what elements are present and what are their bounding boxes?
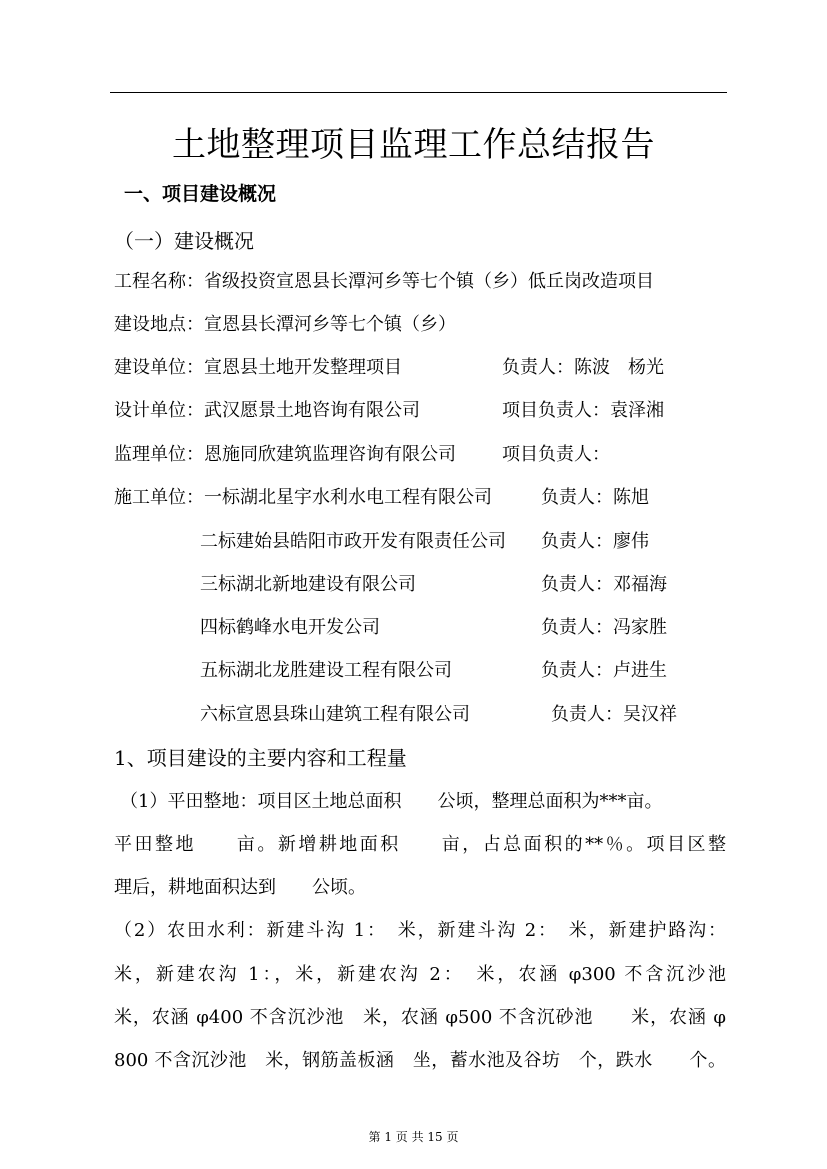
builder-row xyxy=(114,356,726,380)
contractor-resp-label: 负责人： xyxy=(541,617,613,638)
contractor-resp-value: 廖伟 xyxy=(613,531,649,552)
contractor-resp-value: 冯家胜 xyxy=(613,617,667,638)
subsection-heading-construction: （一）建设概况 xyxy=(114,229,254,253)
designer-label: 设计单位： xyxy=(114,400,204,421)
location-label: 建设地点： xyxy=(114,314,204,335)
contractor-resp-value: 邓福海 xyxy=(613,574,667,595)
contractor-resp-label: 负责人： xyxy=(541,574,613,595)
builder-value: 宣恩县土地开发整理项目 xyxy=(204,357,402,378)
paragraph-irrigation-line: 米，农涵 φ400 不含沉沙池 米，农涵 φ500 不含沉砂池 米，农涵 φ xyxy=(114,1007,726,1028)
designer-resp-label: 项目负责人： xyxy=(502,400,610,421)
contractor-name: 二标建始县皓阳市政开发有限责任公司 xyxy=(200,531,506,552)
location-value: 宣恩县长潭河乡等七个镇（乡） xyxy=(204,314,456,335)
project-name-row xyxy=(114,270,654,294)
contractor-row-4 xyxy=(200,616,726,640)
header-rule xyxy=(110,92,727,93)
contractor-responsible xyxy=(541,486,649,510)
contractor-name: 三标湖北新地建设有限公司 xyxy=(200,574,416,595)
contractor-resp-value: 卢进生 xyxy=(613,660,667,681)
contractor-responsible xyxy=(541,530,649,554)
contractor-name: 五标湖北龙胜建设工程有限公司 xyxy=(200,660,452,681)
contractor-resp-value: 陈旭 xyxy=(613,487,649,508)
item-heading-main-content: 1、项目建设的主要内容和工程量 xyxy=(114,746,407,770)
contractor-responsible xyxy=(551,703,677,727)
paragraph-irrigation-line: （2）农田水利：新建斗沟 1： 米，新建斗沟 2： 米，新建护路沟： xyxy=(114,920,726,941)
designer-row xyxy=(114,399,726,423)
builder-resp-label: 负责人： xyxy=(502,357,574,378)
contractor-row-2 xyxy=(200,530,726,554)
paragraph-irrigation-line: 米，新建农沟 1：，米，新建农沟 2： 米，农涵 φ300 不含沉沙池 xyxy=(114,964,726,985)
contractor-name: 六标宣恩县珠山建筑工程有限公司 xyxy=(200,704,470,725)
paragraph-land-leveling-line: 平田整地 亩。新增耕地面积 亩，占总面积的**％。项目区整 xyxy=(114,834,726,855)
contractor-row-3 xyxy=(200,573,726,597)
supervisor-resp-label: 项目负责人： xyxy=(502,444,610,465)
contractor-responsible xyxy=(541,616,667,640)
supervisor-value: 恩施同欣建筑监理咨询有限公司 xyxy=(204,444,456,465)
contractor-row-1 xyxy=(114,486,726,510)
builder-label: 建设单位： xyxy=(114,357,204,378)
paragraph-land-leveling-line: （1）平田整地：项目区土地总面积 公顷，整理总面积为***亩。 xyxy=(120,791,663,812)
project-name-value: 省级投资宣恩县长潭河乡等七个镇（乡）低丘岗改造项目 xyxy=(204,271,654,292)
builder-resp-value: 陈波 杨光 xyxy=(574,357,664,378)
contractor-resp-label: 负责人： xyxy=(551,704,623,725)
contractor-responsible xyxy=(541,573,667,597)
contractor-resp-value: 吴汉祥 xyxy=(623,704,677,725)
paragraph-land-leveling-line: 理后，耕地面积达到 公顷。 xyxy=(114,877,366,898)
location-row xyxy=(114,313,456,337)
supervisor-row xyxy=(114,443,726,467)
construction-label: 施工单位： xyxy=(114,487,204,508)
contractor-row-5 xyxy=(200,659,726,683)
contractor-name: 四标鹤峰水电开发公司 xyxy=(200,617,380,638)
contractor-responsible xyxy=(541,659,667,683)
builder-responsible xyxy=(502,356,664,380)
supervisor-label: 监理单位： xyxy=(114,444,204,465)
contractor-row-6 xyxy=(200,703,726,727)
page-number: 第 1 页 共 15 页 xyxy=(368,1130,459,1144)
designer-value: 武汉愿景土地咨询有限公司 xyxy=(204,400,420,421)
contractor-name: 一标湖北星宇水利水电工程有限公司 xyxy=(204,487,492,508)
designer-responsible xyxy=(502,399,664,423)
designer-resp-value: 袁泽湘 xyxy=(610,400,664,421)
contractor-resp-label: 负责人： xyxy=(541,660,613,681)
section-heading-overview: 一、项目建设概况 xyxy=(124,183,277,205)
document-title: 土地整理项目监理工作总结报告 xyxy=(172,125,655,165)
contractor-resp-label: 负责人： xyxy=(541,531,613,552)
paragraph-irrigation-line: 800 不含沉沙池 米，钢筋盖板涵 坐，蓄水池及谷坊 个，跌水 个。 xyxy=(114,1050,726,1071)
contractor-resp-label: 负责人： xyxy=(541,487,613,508)
project-name-label: 工程名称： xyxy=(114,271,204,292)
